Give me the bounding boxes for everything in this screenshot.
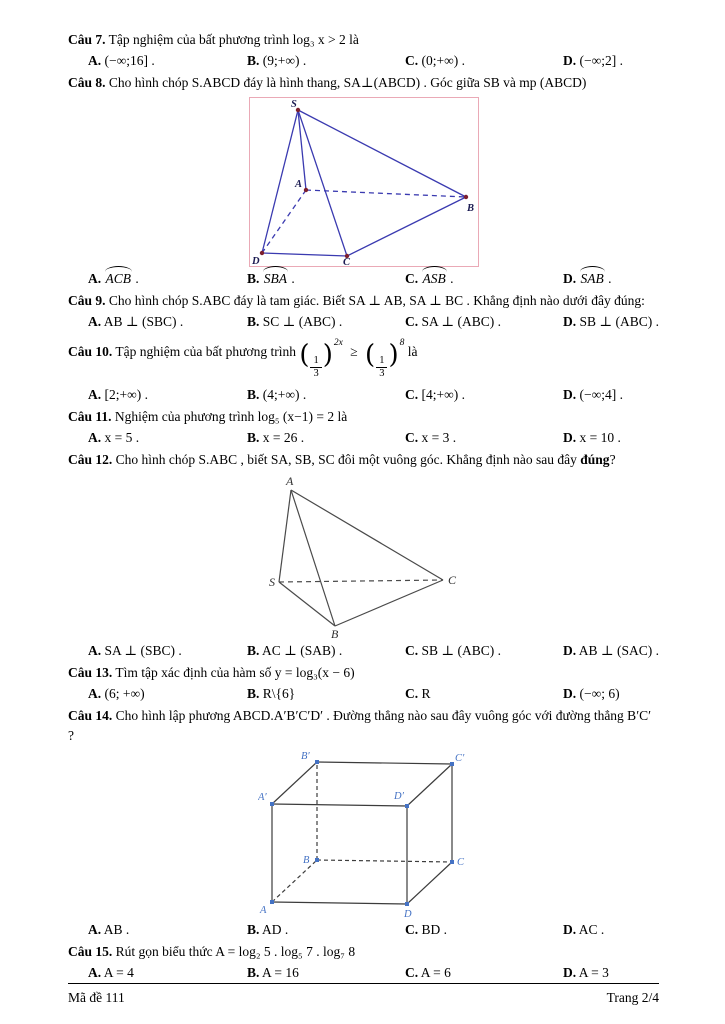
option-key: D. [563, 964, 577, 980]
option-c [405, 428, 563, 448]
question-text: Cho hình chóp S.ABC đáy là tam giác. Biết SA ⊥ AB, SA ⊥ BC . Khẳng định nào dưới đây đúng: [108, 293, 645, 309]
option-text: (6; +∞) [104, 685, 145, 701]
vertex-label-d-prime: D′ [393, 790, 404, 802]
option-d [563, 963, 659, 983]
option-b [247, 385, 405, 405]
question-label: Câu 12. [68, 452, 113, 468]
option-a [88, 641, 247, 661]
option-key: C. [405, 685, 419, 701]
option-key: D. [563, 921, 577, 937]
option-d [563, 641, 659, 661]
option-text: x = 26 . [262, 429, 305, 445]
option-key: B. [247, 386, 260, 402]
relation-symbol: ≥ [350, 344, 358, 360]
option-d [563, 385, 659, 405]
option-text: (−∞;4] . [579, 386, 623, 402]
option-text: ACB [105, 269, 133, 289]
question-label: Câu 14. [68, 708, 113, 724]
question-label: Câu 8. [68, 75, 106, 91]
question-label: Câu 11. [68, 409, 112, 425]
question-text-row [68, 663, 659, 683]
option-key: C. [405, 386, 419, 402]
vertex-label-c: C [456, 856, 464, 868]
page-number: Trang 2/4 [606, 990, 659, 1006]
exponent: 8 [399, 338, 405, 349]
option-suffix: . [604, 270, 612, 286]
option-key: B. [247, 313, 260, 329]
options-row [68, 428, 659, 448]
option-key: A. [88, 429, 102, 445]
option-a [88, 428, 247, 448]
option-a [88, 385, 247, 405]
option-b [247, 920, 405, 940]
vertex-label-s: S [268, 574, 275, 589]
question-text-post: ? [609, 452, 616, 468]
option-c [405, 385, 563, 405]
question-label: Câu 15. [68, 944, 113, 960]
exponent: 2x [333, 338, 343, 349]
exam-code: Mã đề 111 [68, 990, 125, 1006]
options-row [68, 641, 659, 661]
question-text-row [68, 30, 659, 50]
question-text: Rút gọn biểu thức A = log₂ 5 . log₅ 7 . log₇ 8 [115, 944, 356, 960]
numerator: 1 [376, 355, 387, 368]
option-key: C. [405, 270, 419, 286]
option-text: AB ⊥ (SBC) . [103, 313, 184, 329]
page-footer [68, 983, 659, 1008]
option-b [247, 312, 405, 332]
question-15 [68, 942, 659, 982]
option-key: B. [247, 642, 260, 658]
question-text: Cho hình lập phương ABCD.A′B′C′D′ . Đường thẳng nào sau đây vuông góc với đường thẳng B′C′ ? [68, 708, 652, 743]
option-text: BD . [421, 921, 448, 937]
option-key: B. [247, 270, 260, 286]
option-text: ASB [422, 269, 447, 289]
option-text: A = 6 [420, 964, 451, 980]
option-key: A. [88, 685, 102, 701]
option-key: C. [405, 429, 419, 445]
option-key: D. [563, 270, 577, 286]
option-b [247, 684, 405, 704]
option-key: B. [247, 964, 260, 980]
question-text-post: là [407, 344, 418, 360]
option-key: C. [405, 52, 419, 68]
vertex-label-b-prime: B′ [300, 750, 310, 762]
question-13 [68, 663, 659, 703]
vertex-label-d: D [403, 908, 412, 918]
question-text-row [68, 407, 659, 427]
option-key: D. [563, 386, 577, 402]
options-row [68, 963, 659, 983]
figure-vertex-dots [259, 107, 467, 257]
option-key: D. [563, 685, 577, 701]
vertex-label-a-prime: A′ [257, 791, 267, 803]
option-suffix: . [288, 270, 295, 286]
question-text: Tập nghiệm của bất phương trình [115, 344, 296, 360]
figure-q14-wrap [68, 750, 659, 918]
question-7 [68, 30, 659, 70]
options-row [68, 684, 659, 704]
option-a [88, 269, 247, 289]
options-row [68, 312, 659, 332]
option-text: A = 3 [578, 964, 609, 980]
option-text: (−∞;2] . [579, 52, 623, 68]
question-text: Tìm tập xác định của hàm số y = log₃(x − 6) [115, 665, 355, 681]
option-key: B. [247, 429, 260, 445]
options-row [68, 385, 659, 405]
question-label: Câu 9. [68, 293, 106, 309]
option-key: C. [405, 964, 419, 980]
option-c [405, 51, 563, 71]
question-10 [68, 337, 659, 404]
option-text: A = 4 [103, 964, 134, 980]
question-text: Cho hình chóp S.ABC , biết SA, SB, SC đôi một vuông góc. Khẳng định nào sau đây [115, 452, 581, 468]
option-b [247, 963, 405, 983]
vertex-label-s: S [290, 98, 297, 110]
option-text: SBA [263, 269, 288, 289]
question-text-row [68, 706, 659, 745]
option-d [563, 51, 659, 71]
option-d [563, 684, 659, 704]
option-text: (−∞;16] . [104, 52, 155, 68]
option-key: A. [88, 270, 102, 286]
option-d [563, 312, 659, 332]
vertex-label-d: D [251, 255, 260, 267]
option-text: SC ⊥ (ABC) . [262, 313, 343, 329]
figure-edges [272, 762, 452, 904]
option-d [563, 428, 659, 448]
option-text: SA ⊥ (ABC) . [421, 313, 501, 329]
figure-labels [251, 99, 474, 267]
option-a [88, 312, 247, 332]
option-key: D. [563, 313, 577, 329]
option-key: D. [563, 429, 577, 445]
vertex-label-c-prime: C′ [454, 752, 464, 764]
pyramid-sabc-figure [269, 474, 459, 639]
option-text: A = 16 [262, 964, 299, 980]
option-text: [4;+∞) . [421, 386, 465, 402]
question-12 [68, 450, 659, 660]
option-text: R [421, 685, 431, 701]
figure-vertex-dots [270, 760, 454, 906]
option-key: C. [405, 921, 419, 937]
option-text: x = 5 . [104, 429, 140, 445]
cube-abcd-figure [258, 750, 470, 918]
option-key: C. [405, 313, 419, 329]
option-key: D. [563, 52, 577, 68]
denominator: 3 [379, 368, 385, 380]
option-text: (4;+∞) . [262, 386, 307, 402]
question-label: Câu 10. [68, 344, 113, 360]
fraction-2 [376, 355, 387, 380]
question-text: Tập nghiệm của bất phương trình log₃ x > 2 là [108, 32, 359, 47]
vertex-label-b: B [466, 202, 474, 214]
option-text: AC . [578, 921, 605, 937]
figure-edges [262, 110, 466, 256]
option-key: A. [88, 642, 102, 658]
option-text: SB ⊥ (ABC) . [579, 313, 659, 329]
question-label: Câu 7. [68, 32, 106, 47]
options-row [68, 51, 659, 71]
option-a [88, 51, 247, 71]
option-a [88, 963, 247, 983]
option-c [405, 641, 563, 661]
left-paren: ( [365, 340, 376, 371]
question-text-bold: đúng [580, 452, 610, 468]
option-text: AD . [262, 921, 289, 937]
option-key: A. [88, 386, 102, 402]
option-key: A. [88, 313, 102, 329]
left-paren: ( [299, 340, 310, 371]
question-text: Cho hình chóp S.ABCD đáy là hình thang, SA⊥(ABCD) . Góc giữa SB và mp (ABCD) [108, 75, 587, 91]
option-c [405, 920, 563, 940]
option-text: x = 3 . [421, 429, 457, 445]
denominator: 3 [313, 368, 319, 380]
option-suffix: . [446, 270, 454, 286]
option-key: A. [88, 964, 102, 980]
option-c [405, 963, 563, 983]
figure-q12-wrap [68, 474, 659, 639]
option-key: C. [405, 642, 419, 658]
question-14 [68, 706, 659, 939]
question-text-row [68, 942, 659, 962]
vertex-label-b: B [302, 854, 309, 866]
option-key: A. [88, 52, 102, 68]
question-8 [68, 73, 659, 288]
vertex-label-b: B [330, 626, 338, 639]
option-b [247, 428, 405, 448]
figure-edges [279, 490, 443, 626]
question-9 [68, 291, 659, 331]
option-b [247, 51, 405, 71]
vertex-label-c: C [342, 256, 350, 267]
question-11 [68, 407, 659, 447]
question-text-row [68, 73, 659, 93]
option-suffix: . [132, 270, 139, 286]
question-label: Câu 13. [68, 665, 113, 681]
option-c [405, 269, 563, 289]
option-c [405, 684, 563, 704]
option-a [88, 684, 247, 704]
option-text: SB ⊥ (ABC) . [421, 642, 501, 658]
option-key: B. [247, 52, 260, 68]
vertex-label-a: A [259, 904, 266, 916]
option-a [88, 920, 247, 940]
option-d [563, 269, 659, 289]
option-text: SAB [580, 269, 605, 289]
option-text: [2;+∞) . [104, 386, 148, 402]
question-text: Nghiệm của phương trình log₅ (x−1) = 2 là [114, 409, 348, 425]
vertex-label-a: A [294, 178, 302, 190]
option-key: D. [563, 642, 577, 658]
option-text: SA ⊥ (SBC) . [104, 642, 182, 658]
vertex-label-c: C [447, 572, 456, 587]
right-paren: ) [388, 340, 399, 371]
numerator: 1 [310, 355, 321, 368]
option-text: AC ⊥ (SAB) . [262, 642, 343, 658]
figure-labels [258, 751, 465, 918]
option-d [563, 920, 659, 940]
fraction-1 [310, 355, 321, 380]
question-text-row [68, 450, 659, 470]
option-key: A. [88, 921, 102, 937]
option-text: x = 10 . [579, 429, 621, 445]
option-text: (9;+∞) . [262, 52, 307, 68]
option-c [405, 312, 563, 332]
option-text: AB ⊥ (SAC) . [578, 642, 659, 658]
option-text: (−∞; 6) [579, 685, 620, 701]
options-row [68, 269, 659, 289]
pyramid-sabcd-figure [249, 97, 479, 267]
option-text: AB . [103, 921, 130, 937]
question-text-row [68, 291, 659, 311]
option-b [247, 269, 405, 289]
option-b [247, 641, 405, 661]
figure-q8-wrap [68, 97, 659, 267]
option-key: B. [247, 685, 260, 701]
right-paren: ) [322, 340, 333, 371]
option-text: R\{6} [262, 685, 296, 701]
option-text: (0;+∞) . [421, 52, 465, 68]
options-row [68, 920, 659, 940]
option-key: B. [247, 921, 260, 937]
question-text-row [68, 337, 659, 380]
vertex-label-a: A [285, 473, 293, 488]
